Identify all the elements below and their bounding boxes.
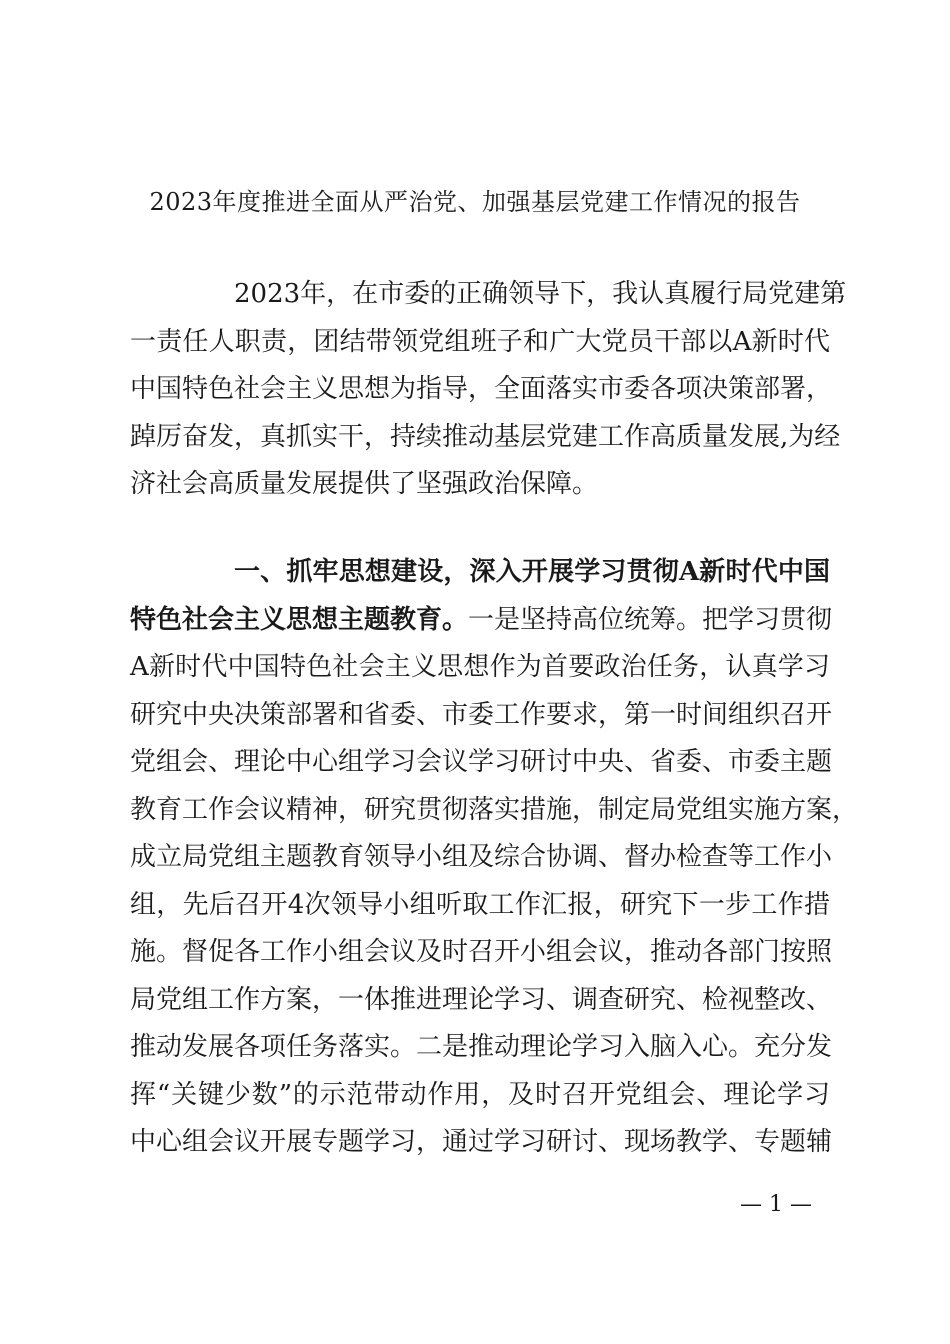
paragraph-line: 济社会高质量发展提供了坚强政治保障。 xyxy=(130,469,599,499)
paragraph-line: 施。督促各工作小组会议及时召开小组会议，推动各部门按照 xyxy=(130,937,833,967)
paragraph-line: A新时代中国特色社会主义思想作为首要政治任务，认真学习 xyxy=(130,652,830,682)
paragraph-line: 一责任人职责，团结带领党组班子和广大党员干部以A新时代 xyxy=(130,326,830,357)
intro-paragraph xyxy=(130,271,847,509)
paragraph-line-mixed xyxy=(130,597,833,645)
paragraph-line: 党组会、理论中心组学习会议学习研讨中央、省委、市委主题 xyxy=(130,747,833,777)
paragraph-line: 组，先后召开4次领导小组听取工作汇报，研究下一步工作措 xyxy=(130,889,830,920)
section-heading-line: 一、抓牢思想建设，深入开展学习贯彻A新时代中国 xyxy=(234,557,830,587)
paragraph-line: 成立局党组主题教育领导小组及综合协调、督办检查等工作小 xyxy=(130,842,833,872)
paragraph-line: 挥“关键少数”的示范带动作用，及时召开党组会、理论学习 xyxy=(130,1079,830,1110)
paragraph-line: 局党组工作方案，一体推进理论学习、调查研究、检视整改、 xyxy=(130,984,833,1015)
paragraph-line: 中国特色社会主义思想为指导，全面落实市委各项决策部署， xyxy=(130,374,833,404)
paragraph-line: 教育工作会议精神，研究贯彻落实措施，制定局党组实施方案， xyxy=(130,794,859,825)
paragraph-line: 研究中央决策部署和省委、市委工作要求，第一时间组织召开 xyxy=(130,699,833,730)
paragraph-line: 踔厉奋发，真抓实干，持续推动基层党建工作高质量发展,为经 xyxy=(130,421,841,452)
document-title: 2023年度推进全面从严治党、加强基层党建工作情况的报告 xyxy=(149,188,801,216)
paragraph-line: 2023年，在市委的正确领导下，我认真履行局党建第 xyxy=(234,279,847,309)
section-one-paragraph xyxy=(130,549,859,1167)
section-heading-continuation: 特色社会主义思想主题教育。 xyxy=(130,604,469,635)
paragraph-line: 中心组会议开展专题学习，通过学习研讨、现场教学、专题辅 xyxy=(130,1127,833,1157)
paragraph-text: 一是坚持高位统筹。把学习贯彻 xyxy=(468,604,833,635)
paragraph-line: 推动发展各项任务落实。二是推动理论学习入脑入心。充分发 xyxy=(130,1032,833,1062)
page-number: — 1 — xyxy=(740,1192,812,1217)
